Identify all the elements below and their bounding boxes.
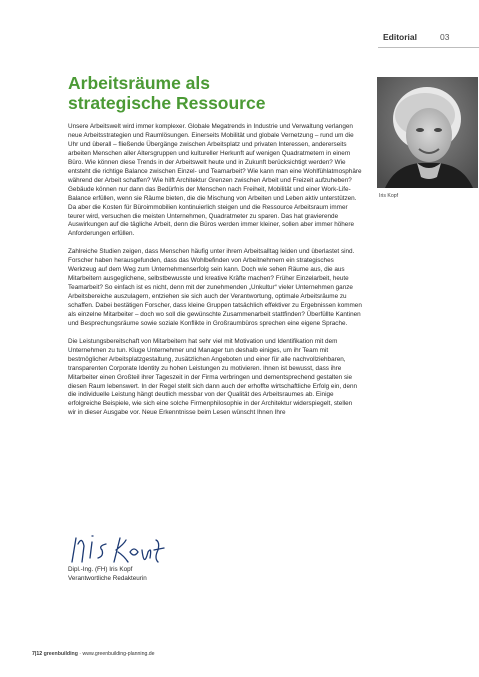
- paragraph-3: Die Leistungsbereitschaft von Mitarbeitern hat sehr viel mit Motivation und Identifikation mit dem Unternehmen zu tun. Kluge Unternehmer und Manager tun deshalb einiges, um ihr Team mit bestmöglicher Arbeitsplatzgestaltung, zusätzlichen Angeboten und einer für alle nachvollziehbaren, transparenten Corporate Identity zu hohen Leistungen zu motivieren. Ihnen ist bewusst, dass ihre Mitarbeiter einen Großteil ihrer Tageszeit in der Firma verbringen und dementsprechend gestalten sie diesen Raum lebenswert. In der Regel stellt sich dann auch der erhoffte wirtschaftliche Erfolg ein, denn die individuelle Leistung hängt deutlich messbar von der Qualität des Arbeitsraumes ab. Einige erfolgreiche Beispiele, wie sich eine solche Firmenphilosophie in der Architektur widerspiegelt, stellen wir in dieser Ausgabe vor. Neue Erkenntnisse beim Lesen wünscht Ihnen Ihre: [68, 337, 358, 417]
- title-line-2: strategische Ressource: [68, 93, 266, 113]
- section-label: Editorial: [383, 32, 418, 42]
- footer-brand: greenbuilding: [43, 651, 78, 657]
- paragraph-2: Zahlreiche Studien zeigen, dass Menschen häufig unter ihrem Arbeitsalltag leiden und überlastet sind. Forscher haben herausgefunden, dass das Wohlbefinden von Arbeitnehmern ein strategisches Werkzeug auf dem Weg zum Unternehmenserfolg sein kann. Doch wie sehen Räume aus, die aus Mitarbeitern ausgeglichene, selbstbewusste und kreative Kräfte machen? Früher Einzelarbeit, heute Teamarbeit? So einfach ist es nicht, denn mit der zunehmenden „Unkultur“ vieler Unternehmen ganze Arbeitsbereiche auszulagern, entziehen sie sich auch der Verantwortung, optimale Arbeitsräume zu schaffen. Dabei bestätigen Forscher, dass kleine Gruppen tatsächlich effektiver zu Ergebnissen kommen als einzelne Mitarbeiter – doch wo soll die gewünschte Zusammenarbeit stattfinden? Überfüllte Kantinen und Besprechungsräume sowie soziale Konflikte in Großraumbüros sprechen eine eigene Sprache.: [68, 248, 362, 327]
- article-body: [68, 123, 362, 427]
- title-line-1: Arbeitsräume als: [68, 73, 211, 93]
- author-portrait: [377, 77, 478, 188]
- header-divider: [378, 47, 479, 48]
- footer-page-marker: 7|12: [32, 651, 43, 657]
- author-role: Verantwortliche Redakteurin: [68, 574, 147, 582]
- portrait-caption: Iris Kopf: [379, 193, 399, 199]
- handwritten-signature: [68, 528, 178, 568]
- author-signoff: [68, 566, 147, 583]
- article-title: [68, 73, 368, 113]
- page-footer: [32, 651, 155, 657]
- footer-url: · www.greenbuilding-planning.de: [77, 651, 155, 657]
- page-number: 03: [440, 32, 450, 42]
- paragraph-1: Unsere Arbeitswelt wird immer komplexer. Globale Megatrends in Industrie und Verwaltung verlangen neue Arbeitsstrategien und Raumlösungen. Einerseits Mobilität und globale Vernetzung – rund um die Uhr und überall – fließende Übergänge zwischen Arbeitsplatz und privaten Interessen, andererseits arbeiten Menschen aller Altersgruppen und kultureller Herkunft auf wenigen Quadratmetern in einem Büro. Wie können diese Trends in der Arbeitswelt heute und in Zukunft berücksichtigt werden? Wie entsteht die richtige Balance zwischen Einzel- und Teamarbeit? Wie kann man eine Wohlfühlatmosphäre während der Arbeit schaffen? Wie hilft Architektur Grenzen zwischen Arbeit und Freizeit aufzuheben? Gebäude können nur dann das Bedürfnis der Menschen nach Freiheit, Mobilität und einer Work-Life-Balance erfüllen, wenn sie Räume bieten, die die Mischung von Arbeiten und Leben aktiv unterstützen. Da aber die Kosten für Büroimmobilien kontinuierlich steigen und die Ressource Arbeitsraum immer teurer wird, versuchen die meisten Unternehmen, Quadratmeter zu sparen. Das hat gravierende Auswirkungen auf die tägliche Arbeit, denn die Büros werden immer kleiner, sollen aber immer höhere Anforderungen erfüllen.: [68, 123, 362, 238]
- author-name: Dipl.-Ing. (FH) Iris Kopf: [68, 566, 133, 573]
